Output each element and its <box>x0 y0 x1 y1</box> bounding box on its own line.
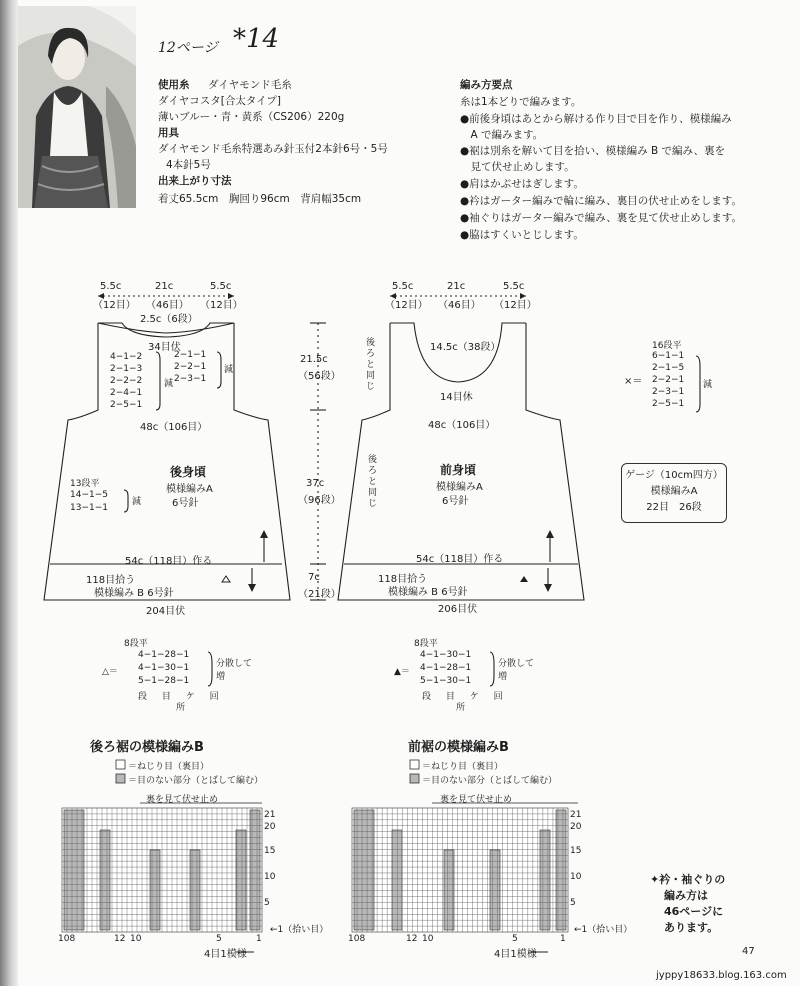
instructions-title: 編み方要点 <box>460 79 513 91</box>
back-side-dec-label: 減 <box>132 497 142 507</box>
instruction-step: ●衿はガーター編みで輪に編み、裏目の伏せ止めをします。 <box>460 195 742 207</box>
back-top-sts: （46目） <box>146 300 189 311</box>
back-armhole-dec: 2−2−2 <box>110 376 143 386</box>
back-side-dec: 14−1−5 <box>70 490 108 500</box>
back-inc-legend: 段 目 ケ 回 <box>138 692 225 702</box>
footnote-line: あります。 <box>664 921 719 934</box>
front-top-sts: （12目） <box>385 300 428 311</box>
front-col-label: 1 <box>560 934 566 944</box>
front-top-sts: （12目） <box>494 300 537 311</box>
back-col-label: 1 <box>256 934 262 944</box>
front-inc-row: 4−1−30−1 <box>420 650 472 660</box>
body-rows: （96段） <box>298 495 341 506</box>
front-neck-dec: 減 <box>703 380 713 390</box>
footnote-line: 編み方は <box>664 889 708 902</box>
yarn-name: ダイヤコスタ[合太タイプ] <box>158 95 281 107</box>
back-neck-dec: 2−1−1 <box>174 350 207 360</box>
back-legend-twist: ＝ねじり目（裏目） <box>128 762 210 772</box>
gauge-pattern: 模様編みA <box>650 486 698 497</box>
back-hem-pattern: 模様編み B 6号針 <box>94 588 174 599</box>
instruction-step: ●脇はすくいとじします。 <box>460 229 584 241</box>
gauge-title: ゲージ（10cm四方） <box>625 470 723 481</box>
back-armhole-dec: 4−1−2 <box>110 352 143 362</box>
front-top-sts: （46目） <box>438 300 481 311</box>
front-inc-row: 5−1−30−1 <box>420 676 472 686</box>
back-chart-title: 後ろ裾の模様編みB <box>90 740 204 755</box>
back-col-label: 108 <box>58 934 76 944</box>
back-repeat-label: 4目1模様 <box>204 949 247 960</box>
page-reference: 12ページ <box>158 40 218 56</box>
front-row-label: 21 <box>570 810 582 820</box>
back-bind-off: 裏を見て伏せ止め <box>146 795 219 805</box>
back-col-label: 10 <box>130 934 142 944</box>
front-legend-none: ＝目のない部分（とばして編む） <box>422 776 558 786</box>
back-inc-mark: △＝ <box>102 667 118 677</box>
instruction-step: 見て伏せ止めします。 <box>460 161 575 173</box>
front-row-label: 20 <box>570 822 582 832</box>
front-col-label: 10 <box>422 934 434 944</box>
front-col-label: 12 <box>406 934 418 944</box>
front-inc-mark: ▲＝ <box>394 667 410 677</box>
back-legend-none: ＝目のない部分（とばして編む） <box>128 776 264 786</box>
front-col-label: 108 <box>348 934 366 944</box>
front-row-label: 5 <box>570 898 576 908</box>
front-bind-off: 裏を見て伏せ止め <box>440 795 513 805</box>
front-neck-row: 16段平 <box>652 341 682 351</box>
front-neck-rest: 14目休 <box>440 392 473 403</box>
back-dec-label: 減 <box>164 379 174 389</box>
front-top-dim: 5.5c <box>392 281 414 292</box>
front-neck-depth: 14.5c（38段） <box>430 342 501 353</box>
back-chest: 48c（106目） <box>140 422 208 433</box>
back-top-dim: 5.5c <box>100 281 122 292</box>
yarn-brand: ダイヤモンド毛糸 <box>208 79 292 91</box>
front-pick-label: ←1（拾い目） <box>574 925 633 935</box>
back-neck-dec: 2−2−1 <box>174 362 207 372</box>
size-value: 着丈65.5cm 胸回り96cm 背肩幅35cm <box>158 193 362 205</box>
front-top-dim: 21c <box>447 281 466 292</box>
back-inc-row: 8段平 <box>124 639 148 649</box>
front-inc-row: 4−1−28−1 <box>420 663 472 673</box>
back-pattern: 模様編みA <box>166 484 213 495</box>
front-inc-legend: 段 目 ケ 回 <box>422 692 509 702</box>
front-row-label: 15 <box>570 846 582 856</box>
back-neck-depth: 2.5c（6段） <box>140 314 198 325</box>
armhole-length: 21.5c <box>300 354 328 365</box>
back-needle: 6号針 <box>172 498 199 509</box>
front-inc-note: 増 <box>498 672 508 682</box>
back-top-dim: 21c <box>155 281 174 292</box>
front-legend-twist: ＝ねじり目（裏目） <box>422 762 504 772</box>
armhole-rows: （56段） <box>298 371 341 382</box>
source-url: jyppy18633.blog.163.com <box>656 970 787 981</box>
back-neck-dec: 2−3−1 <box>174 374 207 384</box>
back-row-label: 21 <box>264 810 276 820</box>
back-top-dim: 5.5c <box>210 281 232 292</box>
front-inc-row: 8段平 <box>414 639 438 649</box>
back-row-label: 20 <box>264 822 276 832</box>
back-inc-row: 4−1−30−1 <box>138 663 190 673</box>
gauge-box <box>621 463 727 523</box>
footnote-line: 46ページに <box>664 905 724 918</box>
tools-line1: ダイヤモンド毛糸特選あみ針玉付2本針6号・5号 <box>158 143 388 155</box>
hem-rows: （21段） <box>298 589 341 600</box>
back-side-dec: 13段平 <box>70 479 100 489</box>
front-inc-note: 分散して <box>498 659 535 669</box>
pattern-number: *14 <box>233 24 280 54</box>
yarn-color: 薄いブルー・青・黄系（CS206）220g <box>158 111 345 123</box>
instruction-step: A で編みます。 <box>460 129 544 141</box>
instruction-step: ●前後身頃はあとから解ける作り目で目を作り、模様編み <box>460 113 732 125</box>
front-row-label: 10 <box>570 872 582 882</box>
front-repeat-label: 4目1模様 <box>494 949 537 960</box>
back-neck-bind: 34目伏 <box>148 342 181 353</box>
back-hem-pick: 118目拾う <box>86 575 136 586</box>
front-body-title: 前身頃 <box>440 463 477 477</box>
back-inc-note: 分散して <box>216 659 253 669</box>
front-neck-mark: ×＝ <box>624 376 643 387</box>
back-inc-row: 5−1−28−1 <box>138 676 190 686</box>
back-row-label: 5 <box>264 898 270 908</box>
footnote-line: ✦衿・袖ぐりの <box>650 873 726 886</box>
yarn-label: 使用糸 <box>158 79 190 91</box>
instructions-intro: 糸は1本どりで編みます。 <box>460 96 582 108</box>
front-pattern: 模様編みA <box>436 482 483 493</box>
tools-line2: 4本針5号 <box>166 159 211 171</box>
back-body-title: 後身頃 <box>170 465 207 479</box>
front-inc-legend2: 所 <box>456 703 466 713</box>
back-pick-label: ←1（拾い目） <box>270 925 329 935</box>
front-needle: 6号針 <box>442 496 469 507</box>
back-armhole-dec: 2−5−1 <box>110 400 143 410</box>
instruction-step: ●袖ぐりはガーター編みで編み、裏を見て伏せ止めします。 <box>460 212 742 224</box>
front-neck-row: 2−5−1 <box>652 399 685 409</box>
gauge-value: 22目 26段 <box>646 502 702 513</box>
front-neck-row: 2−1−5 <box>652 363 685 373</box>
front-cast-on: 54c（118目）作る <box>416 554 504 565</box>
front-neck-row: 2−3−1 <box>652 387 685 397</box>
back-inc-note: 増 <box>216 672 226 682</box>
back-col-label: 5 <box>216 934 222 944</box>
footnote <box>650 872 725 936</box>
size-label: 出来上がり寸法 <box>158 175 232 187</box>
instruction-step: ●肩はかぶせはぎします。 <box>460 178 584 190</box>
back-top-sts: （12目） <box>200 300 243 311</box>
back-armhole-dec: 2−1−3 <box>110 364 143 374</box>
front-same-as-back-side: 後ろと同じ <box>368 455 378 509</box>
back-inc-row: 4−1−28−1 <box>138 650 190 660</box>
back-side-dec: 13−1−1 <box>70 503 108 513</box>
back-cast-on: 54c（118目）作る <box>125 556 213 567</box>
front-chart-title: 前裾の模様編みB <box>408 740 509 755</box>
back-hem-bind: 204目伏 <box>146 606 186 617</box>
back-row-label: 10 <box>264 872 276 882</box>
back-neck-dec-label: 減 <box>224 365 234 375</box>
instruction-step: ●裾は別糸を解いて目を拾い、模様編み B で編み、裏を <box>460 145 726 157</box>
front-col-label: 5 <box>512 934 518 944</box>
front-same-as-back: 後ろと同じ <box>366 338 376 392</box>
front-top-dim: 5.5c <box>503 281 525 292</box>
back-col-label: 12 <box>114 934 126 944</box>
body-length: 37c <box>306 478 325 489</box>
front-neck-row: 6−1−1 <box>652 351 685 361</box>
back-row-label: 15 <box>264 846 276 856</box>
hem-length: 7c <box>308 572 320 583</box>
front-neck-row: 2−2−1 <box>652 375 685 385</box>
back-top-sts: （12目） <box>93 300 136 311</box>
back-inc-legend2: 所 <box>176 703 186 713</box>
front-hem-pick: 118目拾う <box>378 574 428 585</box>
tools-label: 用具 <box>158 127 179 139</box>
front-chest: 48c（106目） <box>428 420 496 431</box>
page-number: 47 <box>742 946 755 957</box>
back-armhole-dec: 2−4−1 <box>110 388 143 398</box>
front-hem-pattern: 模様編み B 6号針 <box>388 587 468 598</box>
front-hem-bind: 206目伏 <box>438 604 478 615</box>
